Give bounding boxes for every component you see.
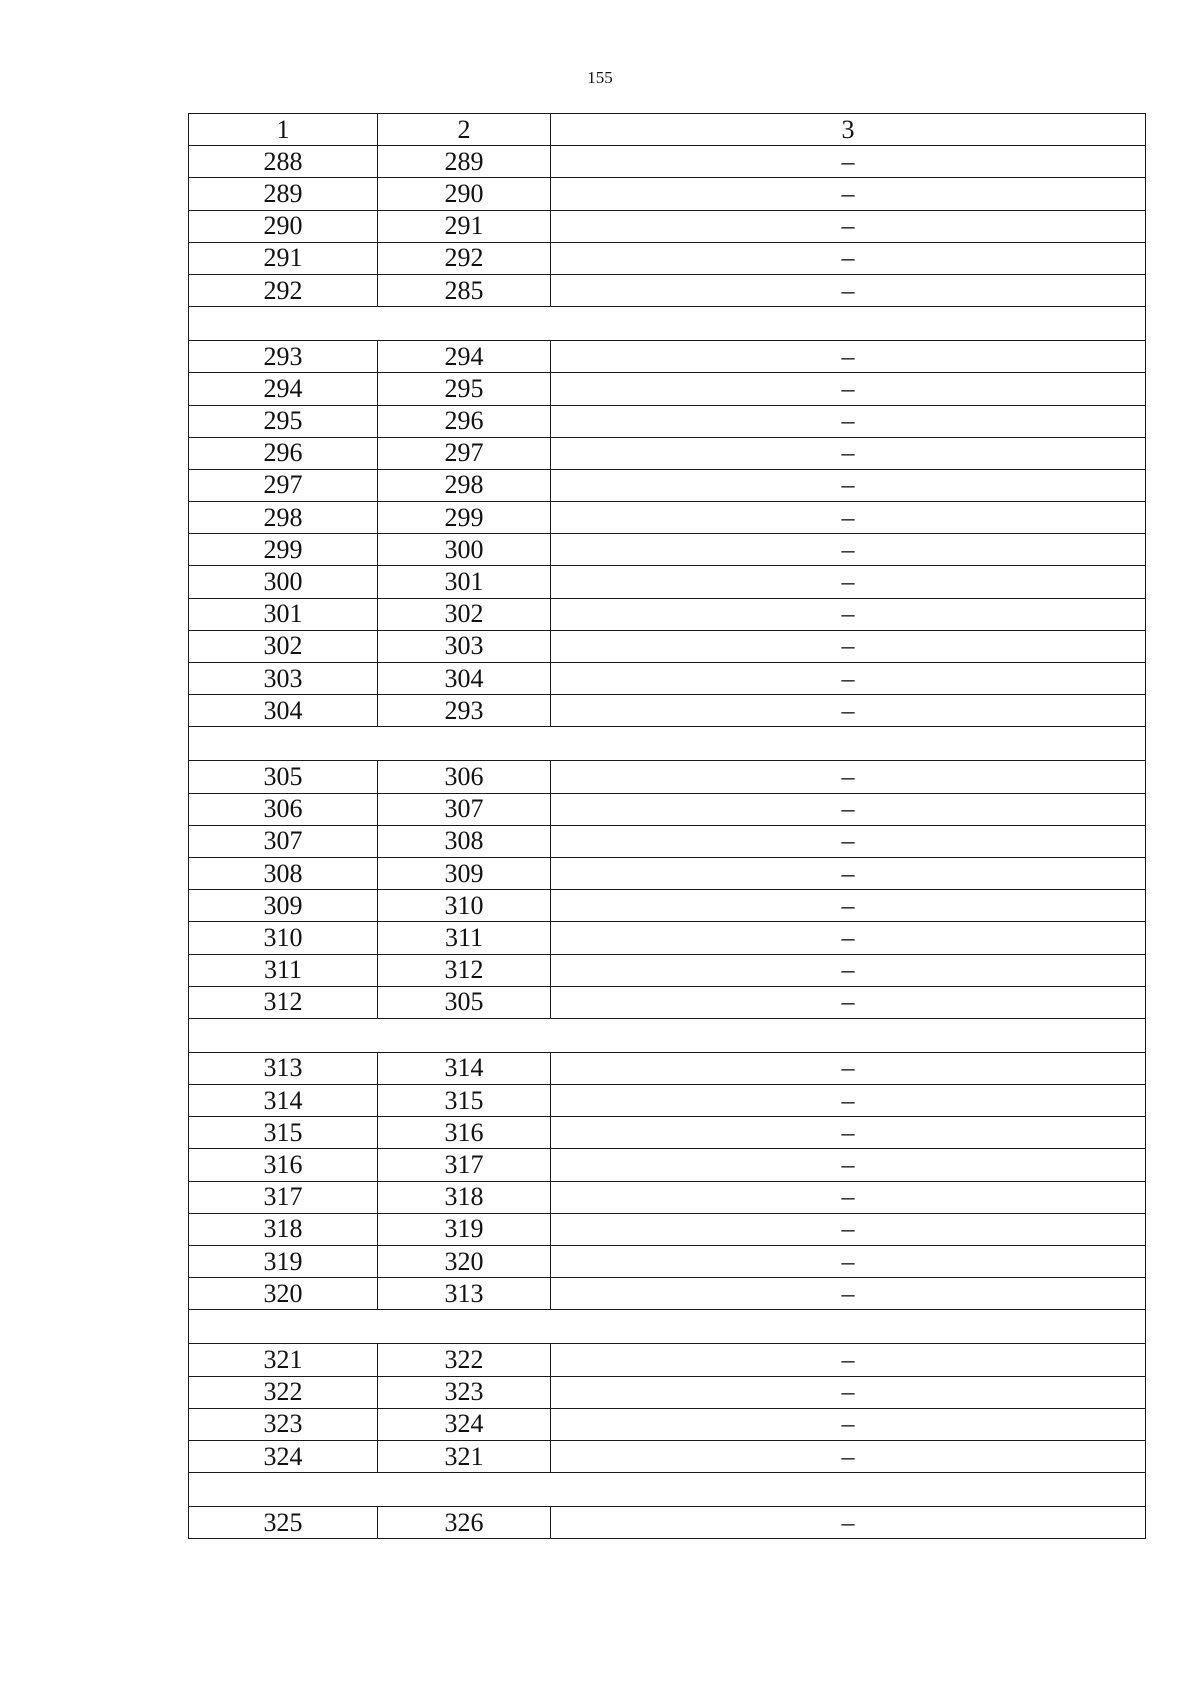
table-cell-col-2: 306 [378, 761, 551, 793]
table-header-row [189, 114, 1146, 146]
table-cell-col-1: 297 [189, 469, 378, 501]
table-cell-col-3: – [551, 210, 1146, 242]
table-cell-col-2: 309 [378, 857, 551, 889]
table-cell-col-3: – [551, 793, 1146, 825]
table-cell-col-2: 298 [378, 469, 551, 501]
table-cell-col-1: 298 [189, 502, 378, 534]
separator-cell [189, 1310, 1146, 1344]
table-cell-col-3: – [551, 1246, 1146, 1278]
table-cell-col-1: 291 [189, 242, 378, 274]
table-row [189, 566, 1146, 598]
table-cell-col-2: 321 [378, 1440, 551, 1472]
table-row [189, 1149, 1146, 1181]
column-header-2: 2 [378, 114, 551, 146]
table-cell-col-1: 300 [189, 566, 378, 598]
table-cell-col-3: – [551, 1052, 1146, 1084]
table-row [189, 986, 1146, 1018]
table-cell-col-2: 304 [378, 663, 551, 695]
table-cell-col-2: 313 [378, 1278, 551, 1310]
table-cell-col-1: 310 [189, 922, 378, 954]
table-cell-col-1: 309 [189, 890, 378, 922]
table-row [189, 341, 1146, 373]
table-cell-col-3: – [551, 1278, 1146, 1310]
table-cell-col-2: 291 [378, 210, 551, 242]
table-cell-col-3: – [551, 1376, 1146, 1408]
separator-cell [189, 727, 1146, 761]
table-cell-col-2: 315 [378, 1085, 551, 1117]
table-cell-col-3: – [551, 502, 1146, 534]
table-cell-col-2: 323 [378, 1376, 551, 1408]
table-cell-col-3: – [551, 437, 1146, 469]
table-row [189, 761, 1146, 793]
table-cell-col-2: 314 [378, 1052, 551, 1084]
table-row [189, 857, 1146, 889]
table-cell-col-2: 292 [378, 242, 551, 274]
data-table [188, 113, 1146, 1539]
table-row [189, 1507, 1146, 1539]
table-cell-col-3: – [551, 566, 1146, 598]
table-cell-col-3: – [551, 405, 1146, 437]
table-row [189, 242, 1146, 274]
table-cell-col-2: 293 [378, 695, 551, 727]
table-cell-col-2: 318 [378, 1181, 551, 1213]
table-row [189, 1376, 1146, 1408]
separator-cell [189, 1018, 1146, 1052]
separator-cell [189, 1473, 1146, 1507]
table-cell-col-2: 285 [378, 274, 551, 306]
table-row [189, 534, 1146, 566]
table-cell-col-2: 305 [378, 986, 551, 1018]
table-cell-col-3: – [551, 242, 1146, 274]
table-body [189, 146, 1146, 1539]
table-cell-col-2: 312 [378, 954, 551, 986]
table-cell-col-3: – [551, 986, 1146, 1018]
table-cell-col-2: 294 [378, 341, 551, 373]
table-cell-col-1: 288 [189, 146, 378, 178]
table-cell-col-3: – [551, 857, 1146, 889]
table-cell-col-3: – [551, 178, 1146, 210]
table-cell-col-1: 299 [189, 534, 378, 566]
column-header-3: 3 [551, 114, 1146, 146]
table-cell-col-1: 320 [189, 1278, 378, 1310]
table-cell-col-3: – [551, 598, 1146, 630]
table-cell-col-1: 321 [189, 1344, 378, 1376]
table-cell-col-3: – [551, 1149, 1146, 1181]
table-cell-col-1: 292 [189, 274, 378, 306]
table-cell-col-3: – [551, 663, 1146, 695]
table-separator-row [189, 307, 1146, 341]
table-row [189, 1246, 1146, 1278]
table-cell-col-3: – [551, 1440, 1146, 1472]
table-row [189, 1440, 1146, 1472]
table-cell-col-2: 290 [378, 178, 551, 210]
table-cell-col-2: 316 [378, 1117, 551, 1149]
table-cell-col-1: 314 [189, 1085, 378, 1117]
table-cell-col-1: 304 [189, 695, 378, 727]
table-cell-col-2: 308 [378, 825, 551, 857]
table-cell-col-1: 316 [189, 1149, 378, 1181]
table-cell-col-3: – [551, 695, 1146, 727]
table-cell-col-3: – [551, 630, 1146, 662]
table-row [189, 502, 1146, 534]
table-cell-col-1: 318 [189, 1213, 378, 1245]
table-row [189, 405, 1146, 437]
table-cell-col-2: 302 [378, 598, 551, 630]
table-cell-col-3: – [551, 534, 1146, 566]
table-cell-col-1: 311 [189, 954, 378, 986]
table-cell-col-3: – [551, 1507, 1146, 1539]
table-cell-col-1: 322 [189, 1376, 378, 1408]
table-row [189, 825, 1146, 857]
table-cell-col-1: 305 [189, 761, 378, 793]
table-row [189, 695, 1146, 727]
table-row [189, 210, 1146, 242]
table-cell-col-2: 296 [378, 405, 551, 437]
table-cell-col-2: 301 [378, 566, 551, 598]
table-cell-col-3: – [551, 373, 1146, 405]
table-cell-col-1: 308 [189, 857, 378, 889]
table-cell-col-3: – [551, 274, 1146, 306]
table-cell-col-3: – [551, 1408, 1146, 1440]
table-row [189, 630, 1146, 662]
table-separator-row [189, 1473, 1146, 1507]
table-cell-col-1: 317 [189, 1181, 378, 1213]
table-row [189, 1344, 1146, 1376]
table-cell-col-1: 294 [189, 373, 378, 405]
table-row [189, 1085, 1146, 1117]
table-cell-col-3: – [551, 1213, 1146, 1245]
table-row [189, 178, 1146, 210]
table-row [189, 146, 1146, 178]
table-row [189, 598, 1146, 630]
table-row [189, 1181, 1146, 1213]
table-cell-col-2: 320 [378, 1246, 551, 1278]
table-row [189, 890, 1146, 922]
table-row [189, 954, 1146, 986]
table-cell-col-1: 289 [189, 178, 378, 210]
table-cell-col-1: 307 [189, 825, 378, 857]
table-row [189, 1117, 1146, 1149]
table-row [189, 373, 1146, 405]
table-cell-col-1: 290 [189, 210, 378, 242]
table-cell-col-1: 302 [189, 630, 378, 662]
table-cell-col-2: 319 [378, 1213, 551, 1245]
table-cell-col-1: 306 [189, 793, 378, 825]
table-cell-col-3: – [551, 1085, 1146, 1117]
table-row [189, 1278, 1146, 1310]
table-cell-col-3: – [551, 890, 1146, 922]
table-separator-row [189, 727, 1146, 761]
table-cell-col-2: 311 [378, 922, 551, 954]
table-cell-col-1: 324 [189, 1440, 378, 1472]
table-cell-col-1: 313 [189, 1052, 378, 1084]
table-cell-col-2: 295 [378, 373, 551, 405]
table-cell-col-3: – [551, 469, 1146, 501]
table-cell-col-3: – [551, 1344, 1146, 1376]
table-cell-col-3: – [551, 825, 1146, 857]
table-cell-col-2: 289 [378, 146, 551, 178]
table-cell-col-2: 303 [378, 630, 551, 662]
table-row [189, 1052, 1146, 1084]
table-cell-col-1: 315 [189, 1117, 378, 1149]
table-cell-col-3: – [551, 1117, 1146, 1149]
table-row [189, 469, 1146, 501]
table-cell-col-1: 295 [189, 405, 378, 437]
table-separator-row [189, 1018, 1146, 1052]
table-cell-col-2: 322 [378, 1344, 551, 1376]
table-row [189, 1213, 1146, 1245]
table-row [189, 793, 1146, 825]
table-cell-col-2: 297 [378, 437, 551, 469]
table-row [189, 437, 1146, 469]
table-cell-col-3: – [551, 341, 1146, 373]
table-cell-col-2: 299 [378, 502, 551, 534]
table-cell-col-1: 323 [189, 1408, 378, 1440]
table-cell-col-3: – [551, 1181, 1146, 1213]
table-separator-row [189, 1310, 1146, 1344]
table-cell-col-1: 312 [189, 986, 378, 1018]
table-cell-col-2: 326 [378, 1507, 551, 1539]
table-cell-col-3: – [551, 922, 1146, 954]
table-cell-col-2: 300 [378, 534, 551, 566]
table-cell-col-2: 317 [378, 1149, 551, 1181]
table-row [189, 663, 1146, 695]
table-row [189, 1408, 1146, 1440]
table-cell-col-2: 324 [378, 1408, 551, 1440]
table-cell-col-1: 293 [189, 341, 378, 373]
table-cell-col-1: 303 [189, 663, 378, 695]
separator-cell [189, 307, 1146, 341]
table-cell-col-2: 307 [378, 793, 551, 825]
table-cell-col-1: 301 [189, 598, 378, 630]
table-cell-col-3: – [551, 954, 1146, 986]
table-cell-col-2: 310 [378, 890, 551, 922]
table-cell-col-1: 325 [189, 1507, 378, 1539]
table-cell-col-3: – [551, 761, 1146, 793]
column-header-1: 1 [189, 114, 378, 146]
table-cell-col-1: 296 [189, 437, 378, 469]
table-row [189, 922, 1146, 954]
table-cell-col-3: – [551, 146, 1146, 178]
table-cell-col-1: 319 [189, 1246, 378, 1278]
page-number: 155 [587, 68, 613, 87]
table-row [189, 274, 1146, 306]
